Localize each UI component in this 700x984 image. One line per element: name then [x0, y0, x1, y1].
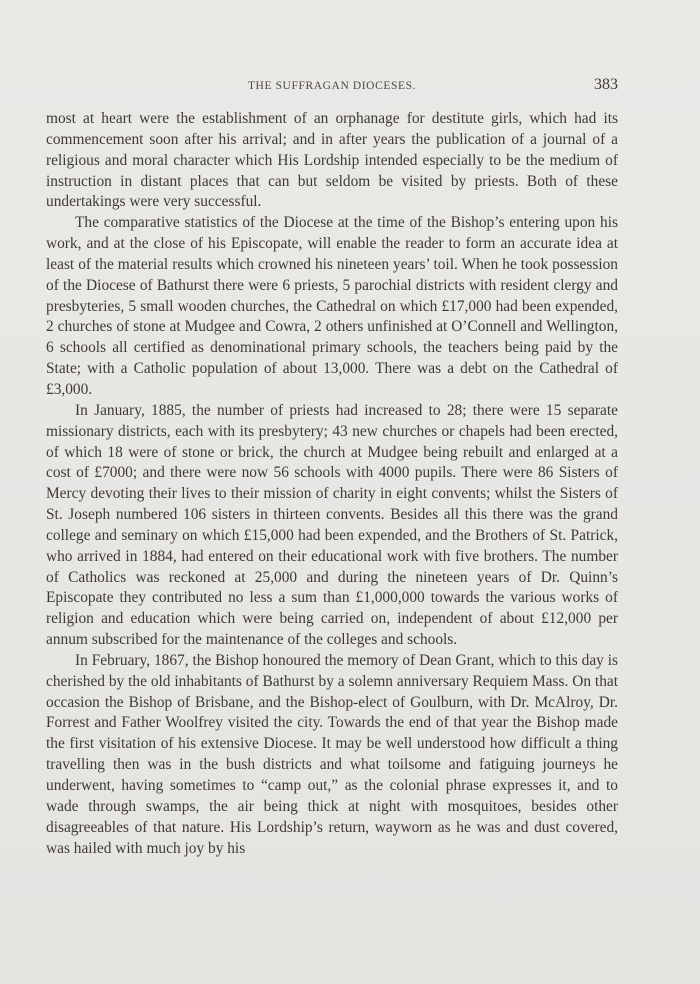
- page-number: 383: [594, 76, 618, 93]
- running-title: THE SUFFRAGAN DIOCESES.: [247, 80, 417, 92]
- body-text: [46, 109, 618, 859]
- running-head: [46, 76, 618, 96]
- paragraph-february-1867: In February, 1867, the Bishop honoured the memory of Dean Grant, which to this day is cherished by the old inhabitants of Bathurst by a solemn anniversary Requiem Mass. On that occasion the Bishop of Brisbane, and the Bishop-elect of Goulburn, with Dr. McAlroy, Dr. Forrest and Father Woolfrey visited the city. Towards the end of that year the Bishop made the first visitation of his extensive Diocese. It may be well understood how difficult a thing travelling then was in the bush districts and what toilsome and fatiguing journeys he underwent, having sometimes to “camp out,” as the colonial phrase expresses it, and to wade through swamps, the air being thick at night with mosquitoes, besides other disagreeables of that nature. His Lordship’s return, wayworn as he was and dust covered, was hailed with much joy by his: [46, 651, 618, 857]
- paragraph-statistics: The comparative statistics of the Diocese at the time of the Bishop’s entering upon his work, and at the close of his Episcopate, will enable the reader to form an accurate idea at least of the material results which crowned his nineteen years’ toil. When he took possession of the Diocese of Bathurst there were 6 priests, 5 parochial districts with resident clergy and presbyteries, 5 small wooden churches, the Cathedral on which £17,000 had been expended, 2 churches of stone at Mudgee and Cowra, 2 others unfinished at O’Connell and Wellington, 6 schools all certified as denominational primary schools, the teachers being paid by the State; with a Catholic population of about 13,000. There was a debt on the Cathedral of £3,000.: [46, 214, 618, 398]
- paragraph-continuation: most at heart were the establishment of an orphanage for destitute girls, which had its commencement soon after his arrival; and in after years the publication of a journal of a religious and moral character which His Lordship intended especially to be the medium of instruction in distant places that can but seldom be visited by priests. Both of these undertakings were very successful.: [46, 110, 618, 211]
- paragraph-january-1885: In January, 1885, the number of priests had increased to 28; there were 15 separate missionary districts, each with its presbytery; 43 new churches or chapels had been erected, of which 18 were of stone or brick, the church at Mudgee being rebuilt and enlarged at a cost of £7000; and there were now 56 schools with 4000 pupils. There were 86 Sisters of Mercy devoting their lives to their mission of charity in eight convents; whilst the Sisters of St. Joseph numbered 106 sisters in thirteen convents. Besides all this there was the grand college and seminary on which £15,000 had been expended, and the Brothers of St. Patrick, who arrived in 1884, had entered on their educational work with five brothers. The number of Catholics was reckoned at 25,000 and during the nineteen years of Dr. Quinn’s Episcopate they contributed no less a sum than £1,000,000 towards the various works of religion and education which were being carried on, independent of about £12,000 per annum subscribed for the maintenance of the colleges and schools.: [46, 401, 618, 649]
